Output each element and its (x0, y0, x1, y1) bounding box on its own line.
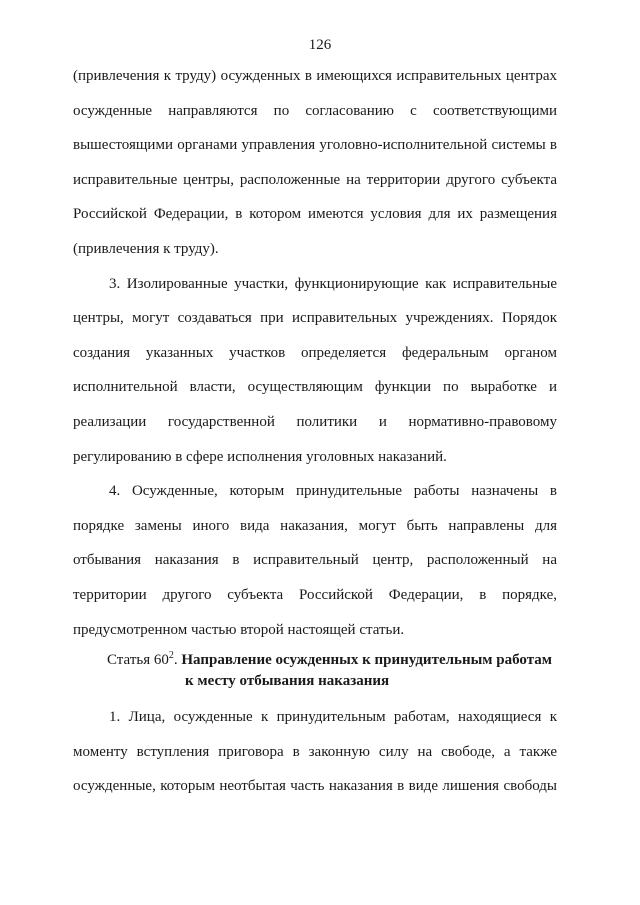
text-line: 3. Изолированные участки, функционирующие как исправительные (109, 275, 557, 292)
text-line: вышестоящими органами управления уголовно-исполнительной системы в (73, 137, 557, 154)
text-line: 1. Лица, осужденные к принудительным работам, находящиеся к (109, 709, 557, 725)
body-text-top (73, 67, 557, 655)
text-line: (привлечения к труду) осужденных в имеющихся исправительных центрах (73, 68, 557, 84)
text-line: предусмотренном частью второй настоящей статьи. (73, 621, 405, 638)
text-line: регулированию в сфере исполнения уголовных наказаний. (73, 448, 447, 465)
article-number: Статья 60 (107, 652, 169, 668)
text-line: осужденные, которым неотбытая часть наказания в виде лишения свободы (73, 778, 557, 795)
text-line: Российской Федерации, в котором имеются условия для их размещения (73, 206, 557, 223)
article-title-line1: Направление осужденных к принудительным работам (181, 652, 552, 668)
article-title-line2: к месту отбывания наказания (185, 673, 390, 689)
text-line: порядке замены иного вида наказания, могут быть направлены для (73, 517, 557, 534)
text-line: моменту вступления приговора в законную силу на свободе, а также (73, 743, 557, 760)
page-number: 126 (308, 37, 332, 53)
text-line: исправительные центры, расположенные на территории другого субъекта (73, 171, 557, 188)
text-line: реализации государственной политики и нормативно-правовому (73, 413, 557, 430)
text-line: 4. Осужденные, которым принудительные работы назначены в (109, 483, 557, 500)
body-text-bottom (73, 708, 557, 812)
text-line: создания указанных участков определяется федеральным органом (73, 344, 557, 361)
text-line: исполнительной власти, осуществляющим функции по выработке и (73, 379, 557, 396)
text-line: (привлечения к труду). (73, 240, 219, 257)
article-number-dot: . (173, 652, 178, 668)
text-line: территории другого субъекта Российской Федерации, в порядке, (73, 586, 557, 603)
article-heading-line1 (107, 652, 552, 669)
text-line: центры, могут создаваться при исправительных учреждениях. Порядок (73, 310, 557, 327)
text-line: отбывания наказания в исправительный центр, расположенный на (73, 552, 557, 569)
article-number-superscript: 2 (168, 650, 174, 661)
text-line: осужденные направляются по согласованию с соответствующими (73, 102, 557, 119)
